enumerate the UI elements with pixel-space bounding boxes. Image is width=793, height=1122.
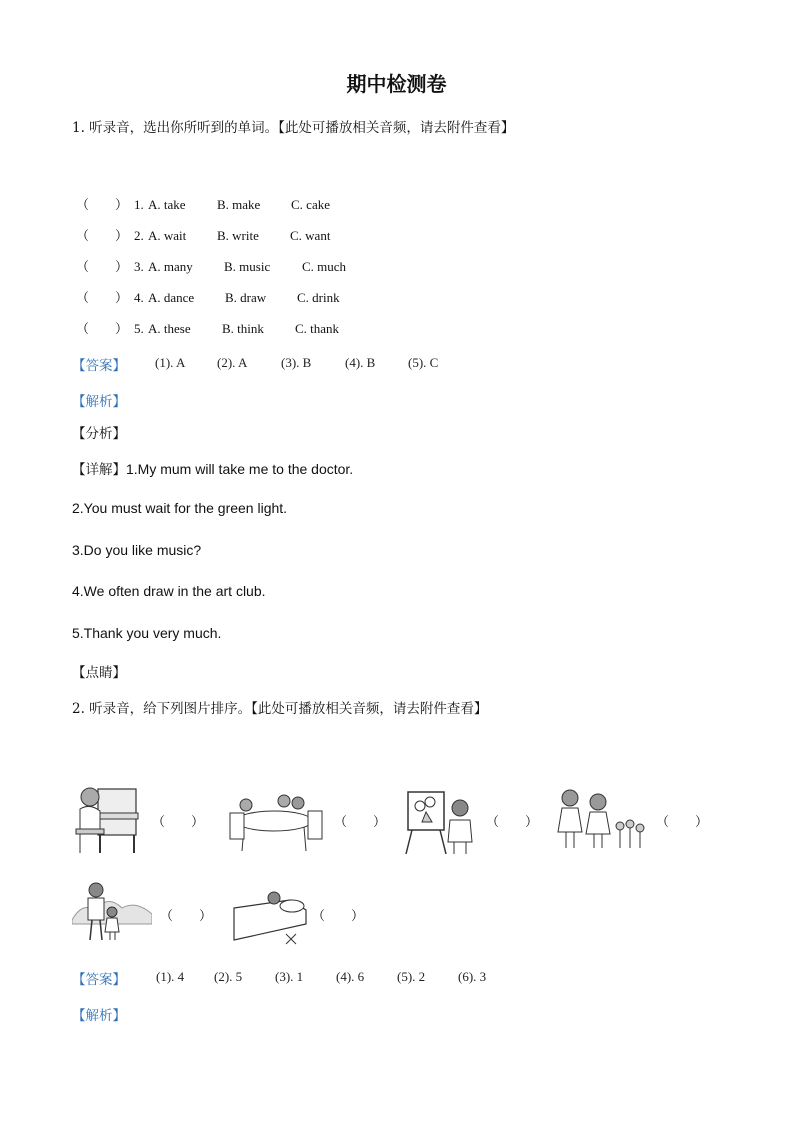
girls-flowers-picture — [554, 788, 646, 852]
page-title: 期中检测卷 — [346, 72, 447, 96]
q1-option-row: （ ） 2. A. wait B. write C. want — [76, 225, 330, 244]
answer-blank[interactable]: （ ） — [76, 228, 129, 243]
jiexi-label: 【解析】 — [72, 394, 126, 410]
answer-value: (3). 1 — [275, 969, 304, 984]
fenxi-label: 【分析】 — [72, 426, 126, 442]
picture-answer-blank[interactable]: （ ） — [334, 814, 387, 829]
q1-option-row: （ ） 3. A. many B. music C. much — [76, 256, 346, 275]
picture-answer-blank[interactable]: （ ） — [312, 908, 365, 923]
answer-value: (4). 6 — [336, 969, 365, 984]
answer-blank[interactable]: （ ） — [76, 290, 129, 305]
answer-blank[interactable]: （ ） — [76, 321, 129, 336]
answer-value: (1). 4 — [156, 969, 185, 984]
piano-picture — [74, 783, 140, 857]
answer-value: (2). 5 — [214, 969, 243, 984]
question-2-stem: 2. 听录音，给下列图片排序。【此处可播放相关音频，请去附件查看】 — [72, 701, 488, 717]
answer-value: (5). 2 — [397, 969, 426, 984]
answer-blank[interactable]: （ ） — [76, 259, 129, 274]
picture-answer-blank[interactable]: （ ） — [656, 814, 709, 829]
answer-value: (3). B — [281, 355, 312, 370]
picture-answer-blank[interactable]: （ ） — [160, 908, 213, 923]
answer-blank[interactable]: （ ） — [76, 197, 129, 212]
dianjing-label: 【点睛】 — [72, 665, 126, 681]
answer-value: (6). 3 — [458, 969, 487, 984]
sleeping-picture — [232, 884, 308, 948]
parent-child-picture — [72, 880, 152, 942]
detail-line-1: 【详解】1.My mum will take me to the doctor. — [72, 461, 354, 478]
answer-value: (2). A — [217, 355, 248, 370]
answer-value: (1). A — [155, 355, 186, 370]
answer-value: (4). B — [345, 355, 376, 370]
picture-answer-blank[interactable]: （ ） — [486, 814, 539, 829]
detail-line-3: 3.Do you like music? — [72, 542, 202, 558]
detail-line-4: 4.We often draw in the art club. — [72, 583, 266, 599]
painting-picture — [402, 786, 478, 856]
detail-line-2: 2.You must wait for the green light. — [72, 500, 288, 516]
question-1-stem: 1. 听录音，选出你所听到的单词。【此处可播放相关音频，请去附件查看】 — [72, 120, 515, 136]
answer-label: 【答案】 — [72, 358, 126, 374]
xiangjie-label: 【详解】 — [72, 462, 126, 478]
q1-option-row: （ ） 1. A. take B. make C. cake — [76, 194, 330, 213]
table-meeting-picture — [224, 791, 324, 855]
answer-label: 【答案】 — [72, 972, 126, 988]
jiexi-label: 【解析】 — [72, 1008, 126, 1024]
q1-option-row: （ ） 5. A. these B. think C. thank — [76, 318, 339, 337]
q1-option-row: （ ） 4. A. dance B. draw C. drink — [76, 287, 340, 306]
detail-line-5: 5.Thank you very much. — [72, 625, 222, 641]
answer-value: (5). C — [408, 355, 439, 370]
picture-answer-blank[interactable]: （ ） — [152, 814, 205, 829]
